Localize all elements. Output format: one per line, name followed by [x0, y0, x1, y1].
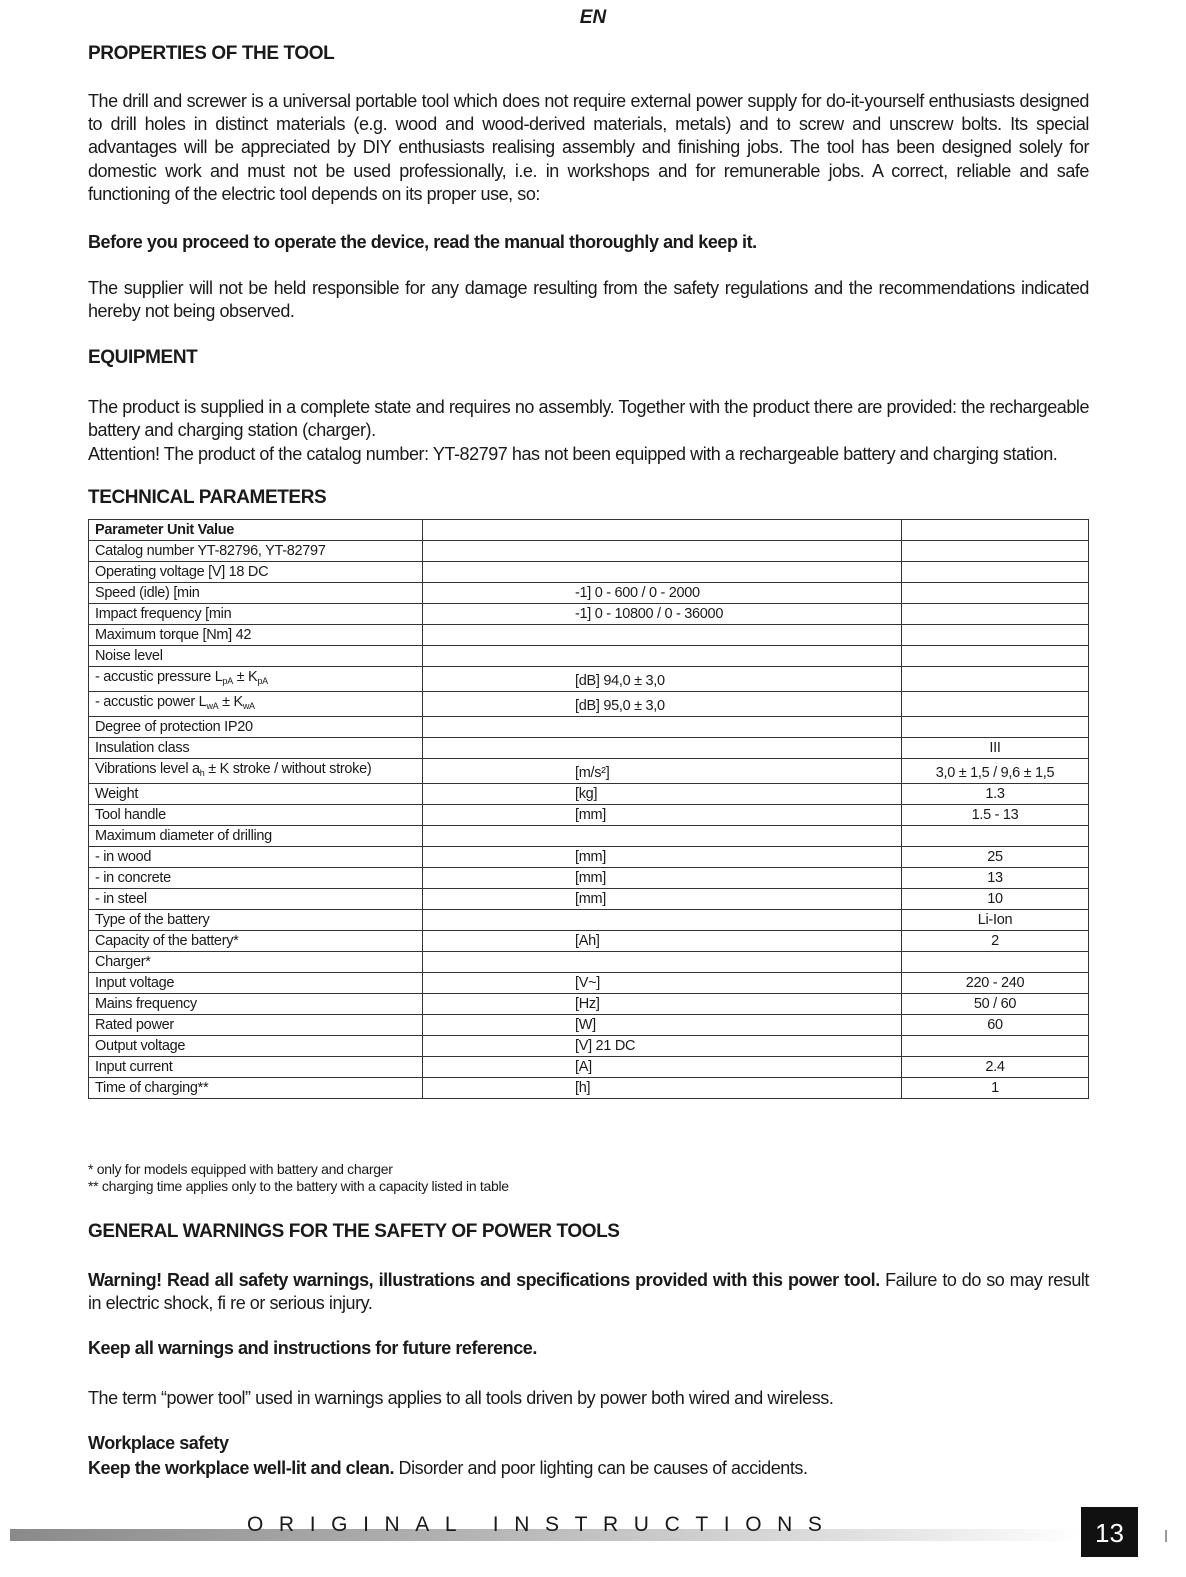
parameter-text: Mains frequency: [95, 996, 197, 1012]
parameter-text: Input current: [95, 1059, 173, 1075]
value-cell: III: [902, 738, 1089, 759]
parameter-text: - accustic pressure L: [95, 669, 223, 685]
parameter-text: Charger*: [95, 954, 151, 970]
unit-value-cell: [423, 625, 902, 646]
table-row: [89, 889, 1089, 910]
parameter-cell: [89, 868, 423, 889]
table-row: [89, 562, 1089, 583]
unit-value-cell: [423, 738, 902, 759]
parameter-text: Insulation class: [95, 740, 190, 756]
technical-parameters-table: [88, 519, 1089, 1099]
value-cell: 25: [902, 847, 1089, 868]
parameter-cell: [89, 847, 423, 868]
table-row: [89, 738, 1089, 759]
unit-value-cell: [423, 562, 902, 583]
unit-value-cell: [h]: [423, 1078, 902, 1099]
unit-value-cell: -1] 0 - 600 / 0 - 2000: [423, 583, 902, 604]
table-row: [89, 1057, 1089, 1078]
table-row: [89, 692, 1089, 717]
table-row: [89, 667, 1089, 692]
table-row: [89, 847, 1089, 868]
table-row: [89, 541, 1089, 562]
table-row: [89, 952, 1089, 973]
unit-value-cell: [423, 520, 902, 541]
unit-value-cell: [V~]: [423, 973, 902, 994]
parameter-cell: [89, 738, 423, 759]
parameter-cell: [89, 759, 423, 784]
parameter-text: - in concrete: [95, 870, 171, 886]
value-cell: 60: [902, 1015, 1089, 1036]
parameter-cell: [89, 784, 423, 805]
parameter-cell: [89, 604, 423, 625]
table-row: [89, 994, 1089, 1015]
parameter-text: pA: [257, 676, 268, 686]
keep-warnings-note: Keep all warnings and instructions for future reference.: [88, 1338, 537, 1358]
supplier-note: The supplier will not be held responsible for any damage resulting from the safety regulations and the recommendations indicated hereby not being observed.: [88, 278, 1089, 322]
table-row: [89, 759, 1089, 784]
value-cell: 220 - 240: [902, 973, 1089, 994]
parameter-cell: [89, 583, 423, 604]
parameter-text: Speed (idle) [min: [95, 585, 200, 601]
value-cell: [902, 625, 1089, 646]
parameter-cell: [89, 1078, 423, 1099]
parameter-cell: [89, 1036, 423, 1057]
parameter-text: Impact frequency [min: [95, 606, 232, 622]
unit-value-cell: [A]: [423, 1057, 902, 1078]
parameter-cell: [89, 952, 423, 973]
unit-value-cell: [Ah]: [423, 931, 902, 952]
value-cell: [902, 520, 1089, 541]
value-cell: 1.5 - 13: [902, 805, 1089, 826]
unit-value-cell: [W]: [423, 1015, 902, 1036]
footnote-charging: ** charging time applies only to the battery with a capacity listed in table: [88, 1178, 509, 1194]
parameter-text: Maximum diameter of drilling: [95, 828, 272, 844]
table-row: [89, 646, 1089, 667]
parameter-text: - in steel: [95, 891, 147, 907]
footnote-battery: * only for models equipped with battery and charger: [88, 1161, 393, 1177]
value-cell: 13: [902, 868, 1089, 889]
unit-value-cell: [423, 646, 902, 667]
parameter-text: Degree of protection IP20: [95, 719, 253, 735]
unit-value-cell: [423, 541, 902, 562]
parameter-text: pA: [222, 676, 233, 686]
table-row: [89, 717, 1089, 738]
parameter-text: Output voltage: [95, 1038, 186, 1054]
value-cell: [902, 562, 1089, 583]
parameter-cell: [89, 994, 423, 1015]
parameter-cell: [89, 562, 423, 583]
warning-paragraph: [88, 1269, 1089, 1315]
parameter-text: Parameter Unit Value: [95, 522, 235, 538]
parameter-cell: [89, 692, 423, 717]
unit-value-cell: [V] 21 DC: [423, 1036, 902, 1057]
value-cell: 1.3: [902, 784, 1089, 805]
parameter-cell: [89, 1057, 423, 1078]
language-label: EN: [579, 7, 607, 28]
parameter-text: wA: [242, 701, 255, 711]
unit-value-cell: [423, 910, 902, 931]
workplace-bold: Keep the workplace well-lit and clean.: [88, 1458, 394, 1478]
table-row: [89, 826, 1089, 847]
parameter-text: Input voltage: [95, 975, 175, 991]
power-tool-term: The term “power tool” used in warnings applies to all tools driven by power both wired and wireless.: [88, 1388, 834, 1408]
edge-mark: [1165, 1530, 1167, 1542]
value-cell: [902, 541, 1089, 562]
parameter-text: wA: [206, 701, 219, 711]
parameter-cell: [89, 646, 423, 667]
table-row: [89, 1078, 1089, 1099]
value-cell: [902, 717, 1089, 738]
value-cell: 1: [902, 1078, 1089, 1099]
technical-heading: TECHNICAL PARAMETERS: [88, 487, 327, 508]
table-row: [89, 1015, 1089, 1036]
value-cell: [902, 646, 1089, 667]
value-cell: [902, 1036, 1089, 1057]
value-cell: [902, 604, 1089, 625]
table-row: [89, 1036, 1089, 1057]
table-row: [89, 910, 1089, 931]
unit-value-cell: [Hz]: [423, 994, 902, 1015]
unit-value-cell: -1] 0 - 10800 / 0 - 36000: [423, 604, 902, 625]
value-cell: [902, 692, 1089, 717]
properties-paragraph: The drill and screwer is a universal portable tool which does not require external power supply for do-it-yourself enthusiasts designed to drill holes in distinct materials (e.g. wood and wood-derived materials, metals) and to screw and unscrew bolts. Its special advantages will be appreciated by DIY enthusiasts realising assembly and finishing jobs. The tool has been designed solely for domestic work and must not be used professionally, i.e. in workshops and for remunerable jobs. A correct, reliable and safe functioning of the electric tool depends on its proper use, so:: [88, 91, 1089, 204]
table-row: [89, 583, 1089, 604]
value-cell: 3,0 ± 1,5 / 9,6 ± 1,5: [902, 759, 1089, 784]
workplace-rest: Disorder and poor lighting can be causes of accidents.: [394, 1458, 808, 1478]
value-cell: 2: [902, 931, 1089, 952]
table-row: [89, 931, 1089, 952]
workplace-paragraph: [88, 1457, 1089, 1480]
unit-value-cell: [m/s²]: [423, 759, 902, 784]
parameter-cell: [89, 667, 423, 692]
parameter-text: Weight: [95, 786, 139, 802]
parameter-cell: [89, 826, 423, 847]
parameter-cell: [89, 931, 423, 952]
unit-value-cell: [mm]: [423, 847, 902, 868]
parameter-text: Vibrations level a: [95, 761, 200, 777]
parameter-cell: [89, 541, 423, 562]
parameter-text: ± K stroke / without stroke): [204, 761, 372, 777]
value-cell: 50 / 60: [902, 994, 1089, 1015]
parameter-cell: [89, 520, 423, 541]
value-cell: [902, 583, 1089, 604]
warning-bold: Warning! Read all safety warnings, illustrations and specifications provided with this power tool.: [88, 1270, 880, 1290]
parameter-text: - in wood: [95, 849, 152, 865]
parameter-cell: [89, 1015, 423, 1036]
value-cell: 2.4: [902, 1057, 1089, 1078]
parameter-text: Rated power: [95, 1017, 174, 1033]
unit-value-cell: [dB] 95,0 ± 3,0: [423, 692, 902, 717]
parameter-cell: [89, 805, 423, 826]
read-manual-note: Before you proceed to operate the device, read the manual thoroughly and keep it.: [88, 232, 757, 252]
table-row: [89, 973, 1089, 994]
unit-value-cell: [mm]: [423, 805, 902, 826]
parameter-cell: [89, 625, 423, 646]
page-number: 13: [1081, 1507, 1138, 1557]
unit-value-cell: [423, 717, 902, 738]
parameter-cell: [89, 889, 423, 910]
parameter-text: Capacity of the battery*: [95, 933, 239, 949]
table-row: [89, 520, 1089, 541]
value-cell: 10: [902, 889, 1089, 910]
unit-value-cell: [mm]: [423, 868, 902, 889]
parameter-text: Time of charging**: [95, 1080, 209, 1096]
equipment-heading: EQUIPMENT: [88, 347, 198, 368]
parameter-text: - accustic power L: [95, 694, 207, 710]
parameter-text: Operating voltage [V] 18 DC: [95, 564, 269, 580]
parameter-text: Maximum torque [Nm] 42: [95, 627, 252, 643]
parameter-text: ± K: [232, 669, 258, 685]
equipment-paragraph: The product is supplied in a complete state and requires no assembly. Together with the product there are provided: the rechargeable battery and charging station (charger).: [88, 397, 1089, 441]
table-row: [89, 805, 1089, 826]
table-row: [89, 784, 1089, 805]
value-cell: [902, 952, 1089, 973]
parameter-cell: [89, 717, 423, 738]
parameter-text: h: [199, 768, 205, 778]
unit-value-cell: [mm]: [423, 889, 902, 910]
value-cell: [902, 826, 1089, 847]
properties-heading: PROPERTIES OF THE TOOL: [88, 43, 335, 64]
value-cell: Li-Ion: [902, 910, 1089, 931]
table-row: [89, 604, 1089, 625]
table-row: [89, 868, 1089, 889]
workplace-heading: Workplace safety: [88, 1433, 229, 1453]
parameter-text: Type of the battery: [95, 912, 210, 928]
parameter-cell: [89, 973, 423, 994]
unit-value-cell: [423, 952, 902, 973]
unit-value-cell: [423, 826, 902, 847]
parameter-text: Tool handle: [95, 807, 166, 823]
parameter-cell: [89, 910, 423, 931]
unit-value-cell: [kg]: [423, 784, 902, 805]
warning-rest: Failure to do so may result in electric shock, fi re or serious injury.: [88, 1270, 1089, 1314]
warnings-heading: GENERAL WARNINGS FOR THE SAFETY OF POWER TOOLS: [88, 1221, 620, 1242]
parameter-text: ± K: [218, 694, 243, 710]
value-cell: [902, 667, 1089, 692]
unit-value-cell: [dB] 94,0 ± 3,0: [423, 667, 902, 692]
equipment-attention: Attention! The product of the catalog number: YT-82797 has not been equipped with a rechargeable battery and charging station.: [88, 444, 1058, 464]
parameter-text: Noise level: [95, 648, 163, 664]
table-row: [89, 625, 1089, 646]
footer-text: ORIGINAL INSTRUCTIONS: [247, 1513, 838, 1536]
parameter-text: Catalog number YT-82796, YT-82797: [95, 543, 326, 559]
